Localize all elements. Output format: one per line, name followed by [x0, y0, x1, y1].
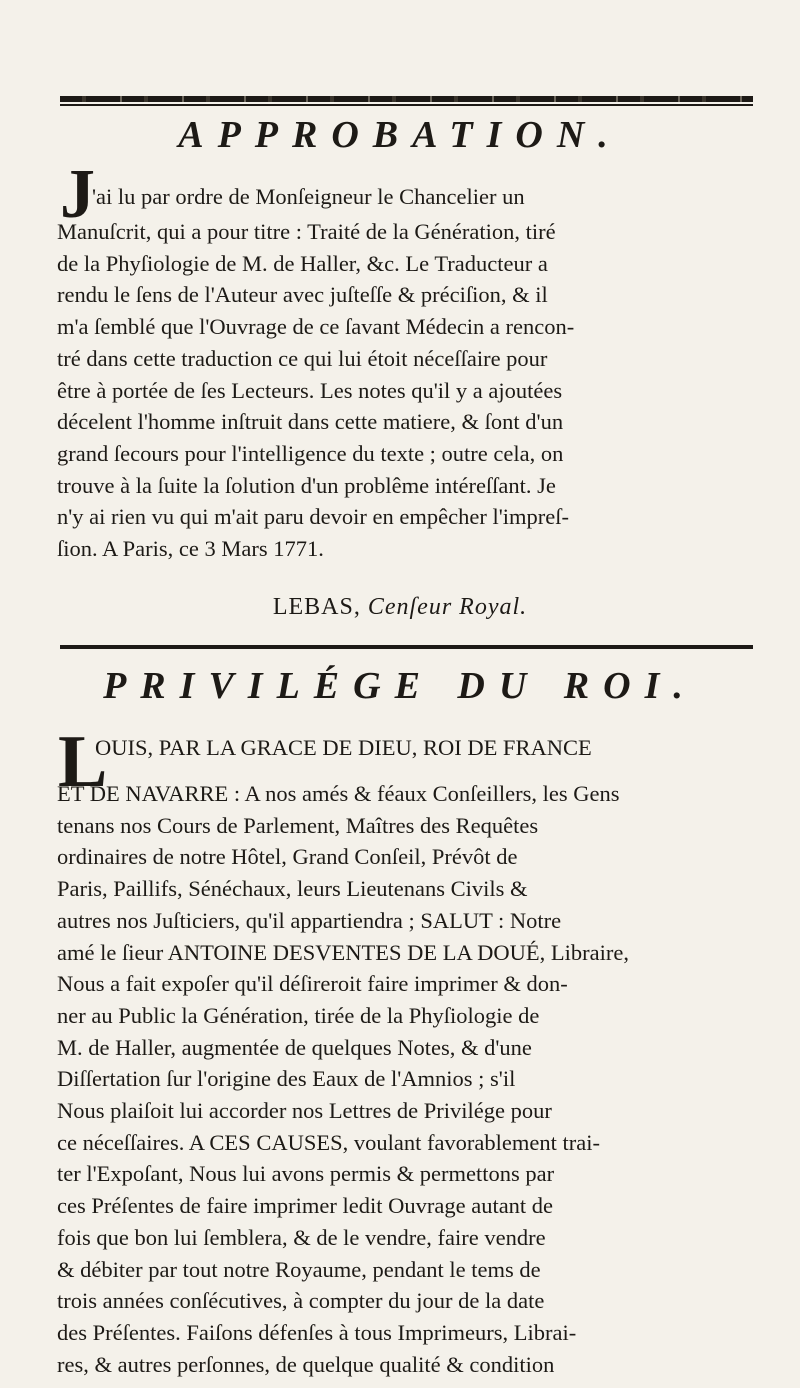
approbation-line: tré dans cette traduction ce qui lui étoit néceſſaire pour	[57, 345, 548, 371]
approbation-line: ſion. A Paris, ce 3 Mars 1771.	[57, 536, 324, 562]
censor-name: LEBAS,	[272, 594, 361, 620]
privilege-line: autres nos Juſticiers, qu'il appartiendra ; SALUT : Notre	[57, 907, 562, 933]
censor-title: Cenſeur Royal.	[367, 594, 528, 620]
privilege-line: ter l'Expoſant, Nous lui avons permis & permettons par	[57, 1161, 555, 1187]
privilege-line: tenans nos Cours de Parlement, Maîtres des Requêtes	[57, 812, 539, 838]
approbation-line: grand ſecours pour l'intelligence du texte ; outre cela, on	[57, 440, 564, 466]
privilege-heading: PRIVILÉGE DU ROI.	[103, 665, 697, 707]
approbation-dropcap: J	[60, 156, 95, 233]
top-decorative-rule	[60, 96, 753, 102]
privilege-line: des Préſentes. Faiſons défenſes à tous Imprimeurs, Librai-	[57, 1319, 577, 1345]
privilege-line: Diſſertation ſur l'origine des Eaux de l'Amnios ; s'il	[57, 1066, 516, 1092]
section-divider-rule	[60, 645, 753, 649]
privilege-line: ces Préſentes de faire imprimer ledit Ouvrage autant de	[57, 1193, 554, 1219]
privilege-first-line: OUIS, PAR LA GRACE DE DIEU, ROI DE FRANCE	[95, 735, 592, 760]
approbation-body	[57, 216, 757, 565]
privilege-line: ner au Public la Génération, tirée de la Phyſiologie de	[57, 1002, 540, 1028]
privilege-dropcap: L	[58, 721, 108, 803]
privilege-line: & débiter par tout notre Royaume, pendant le tems de	[57, 1256, 541, 1282]
approbation-line: n'y ai rien vu qui m'ait paru devoir en empêcher l'impreſ-	[57, 504, 569, 530]
privilege-body	[57, 778, 757, 1380]
approbation-line: décelent l'homme inſtruit dans cette matiere, & ſont d'un	[57, 409, 564, 435]
privilege-line: ce néceſſaires. A CES CAUSES, voulant favorablement trai-	[57, 1129, 600, 1155]
approbation-line: trouve à la ſuite la ſolution d'un problême intéreſſant. Je	[57, 472, 556, 498]
privilege-line: ordinaires de notre Hôtel, Grand Conſeil, Prévôt de	[57, 844, 518, 870]
privilege-line: Nous a fait expoſer qu'il déſireroit faire imprimer & don-	[57, 971, 568, 997]
approbation-line: rendu le ſens de l'Auteur avec juſteſſe & préciſion, & il	[57, 282, 548, 308]
approbation-line: Manuſcrit, qui a pour titre : Traité de la Génération, tiré	[57, 219, 556, 244]
approbation-line: de la Phyſiologie de M. de Haller, &c. Le Traducteur a	[57, 250, 548, 276]
privilege-line: Paris, Paillifs, Sénéchaux, leurs Lieutenans Civils &	[57, 876, 528, 902]
approbation-first-line: 'ai lu par ordre de Monſeigneur le Chancelier un	[92, 184, 525, 209]
privilege-line: Nous plaiſoit lui accorder nos Lettres de Privilége pour	[57, 1098, 552, 1124]
top-rule-underline	[60, 104, 753, 106]
approbation-heading: APPROBATION.	[178, 114, 622, 156]
privilege-line: ET DE NAVARRE : A nos amés & féaux Conſeillers, les Gens	[57, 781, 620, 806]
privilege-line: M. de Haller, augmentée de quelques Notes, & d'une	[57, 1034, 532, 1060]
privilege-line: amé le ſieur ANTOINE DESVENTES DE LA DOUÉ, Libraire,	[57, 939, 629, 965]
privilege-line: res, & autres perſonnes, de quelque qualité & condition	[57, 1351, 555, 1377]
approbation-line: m'a ſemblé que l'Ouvrage de ce ſavant Médecin a rencon-	[57, 314, 575, 340]
privilege-line: fois que bon lui ſemblera, & de le vendre, faire vendre	[57, 1224, 546, 1250]
censor-signature	[0, 594, 800, 621]
privilege-line: trois années conſécutives, à compter du jour de la date	[57, 1288, 545, 1314]
approbation-line: être à portée de ſes Lecteurs. Les notes qu'il y a ajoutées	[57, 377, 563, 403]
